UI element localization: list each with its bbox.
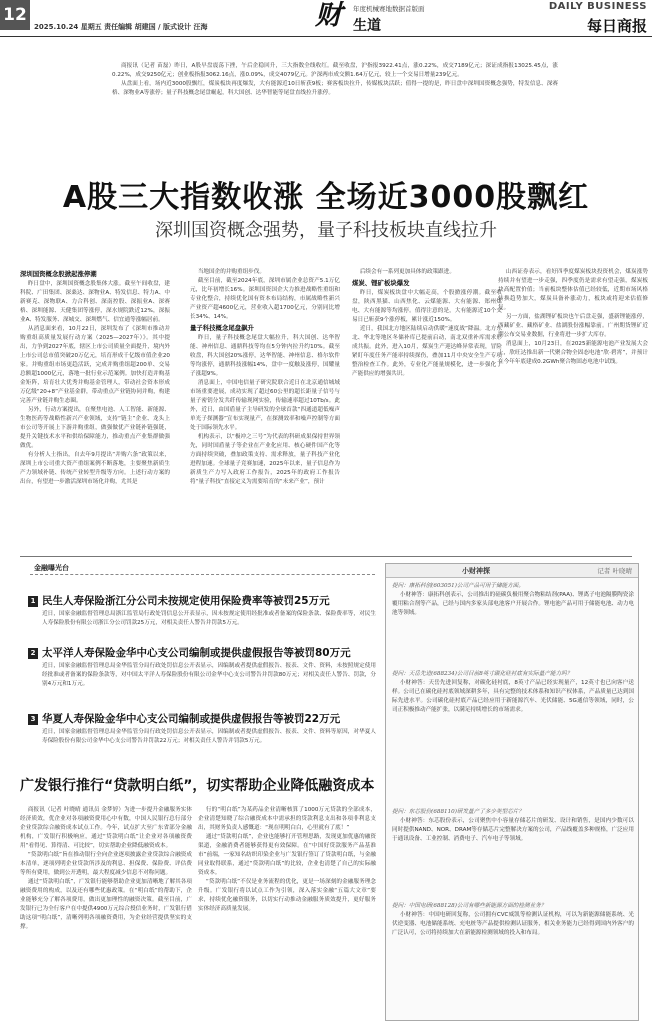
sidebar-credit: 记者 叶晓晴 (597, 567, 632, 575)
article-column-1 (20, 268, 170, 551)
section-heading: 量子科技概念尾盘飙升 (190, 324, 254, 332)
section-divider (20, 556, 632, 557)
paragraph: 行的“明白纸”为某药品企业清晰核算了1000万元贷款的全部成本，企业清楚知晓了综合融资成本中需承担的贷款利息支出和各项非利息支出，其财务负责人感慨道：“现在明明白白，心里就有了底！” (198, 807, 376, 831)
article-column-2 (190, 268, 340, 551)
exposure-item (28, 645, 376, 705)
column-sub: 生道 (353, 18, 381, 34)
sidebar-header (386, 564, 638, 578)
paragraph: 截至目前，截至2024年底，深圳市属企业总资产5.1万亿元，比年初增长16%。深圳国资国企大力推进战略性重组和专业化整合，持续优化国有资本布局结构，市属战略性新兴产业资产超4600亿元，营业收入超1700亿元，分别同比增长34%、14%。 (190, 278, 340, 320)
qa-question: 提问：天岳先进(688234)公司目前8英寸碳化硅衬底有实际量产能力吗？ (392, 671, 573, 677)
paragraph: 昨日，量子科技概念尾盘大幅拉升，科大国创、达华智能、神州信息、通鼎科技等均在5分钟内拉升约10%。截至收盘，科大国创20%涨停，达华智能、神州信息、格尔软件等均涨停，通鼎科技涨幅14%，盘中一度触及涨停，国耀量子涨超9%。 (190, 335, 340, 377)
item-number: 1 (28, 596, 38, 607)
exposure-item (28, 711, 376, 771)
guangfa-column-1 (20, 806, 192, 1020)
qa-item (392, 808, 634, 844)
lead-p2: 从盘面上看，场内近3000股飘红，煤炭板块再度爆发，大有能源近10日斩获9板；赛客板块拉升，传媒板块活跃；值得一提的是，昨日盘中深圳国资概念强势，特发信息、深赛格、深物业A等涨停；量子科技概念尾盘崛起，科大国创、达华智能等尾盘直线拉升涨停。 (112, 81, 558, 96)
page-number: 12 (0, 0, 30, 30)
item-body: 近日，国家金融监督管理总局浙江监管局行政处罚信息公开表显示，因未按规定使用经批准或者备案的保险条款、保险费率等，对民生人寿保险股份有限公司浙江分公司罚款25万元，对相关责任人警告并罚款5万元。 (42, 611, 376, 626)
column-char: 财 (315, 0, 342, 31)
section-heading: 煤炭、锂矿板块爆发 (352, 279, 410, 287)
qa-item (392, 582, 634, 618)
paragraph: 机构表示，以“极冲之三号”为代表的科研成果保持世界领先，同时国盾量子等企业在产业化应用、核心硬件国产化等方面持续突破，叠加政策支持、需求释放，量子科技产业化进程加速。全球量子竞赛加速，2025年以来，量子信息作为新质生产力写入政府工作报告，2025年的政府工作报告将“量子科技”直接定义为需要培育的“未来产业”，预计 (190, 434, 340, 485)
header-rule (0, 36, 652, 37)
qa-item (392, 902, 634, 938)
date-line: 2025.10.24 星期五 责任编辑 胡建国 / 版式设计 汪海 (34, 23, 208, 31)
qa-answer: 小财神答：康拓科创表示，公司推出的硅碳负极用聚合物粘结剂(PAA)、锂离子电池隔膜陶瓷涂覆用粘合剂等产品，已经与国内多家头部电池客户开展合作。锂电池产品可用于储能电池、动力电池等领域。 (392, 592, 634, 616)
qa-question: 提问：中国电研(688128)公司有哪些新能源方面的检测业务？ (392, 903, 547, 909)
paragraph: 山西证券表示，看好四季度煤炭板块投资机会，煤炭涨势持续并有望进一步走强，四季度仍是需求有望走强，煤炭板块高配置价值；当前板块整体估值已经较低，近期市场风格转换趋势加大，煤炭具备补涨动力，板块或将迎来估值修复。 (498, 269, 648, 311)
paragraph: 近日，我国北方地区陆续启动供暖“速度战”降温。北方东北、华北等地区冬储补库已提前启动，南北双重补库需求形成共振。此外，进入10月，煤炭生产迎达峰异常表现，冒险紧盯年度任务产能率持续探伤，叠加11月中央安全生产专项整治检查工作。此外，专业化产能量规模化，进一步强化了产能供应的增强共识。 (352, 326, 502, 377)
guangfa-column-2 (198, 806, 376, 1020)
paragraph: 有分析人士指出，自去年9月提出“并购六条”政策以来，深圳上市公司重大资产重组案例不断落地，主要聚焦新质生产力领域补链、传统产业转型升级等方向。上述行动方案的出台，有望进一步激活深圳市场化并购，尤其是 (20, 452, 170, 485)
column-name (315, 0, 455, 34)
paragraph: “贷款明白纸”旨在推动银行全向企业逐项披露企业贷款综合融资成本清单，逐项列明企业贷款所涉及的利息、担保费、保险费、评估费等所有费用，做到公开透明，最大程度减少信息不对称问题。 (20, 852, 192, 876)
qa-question: 提问：康拓科创(603051)公司产品可用于储能方面。 (392, 583, 524, 589)
item-number: 2 (28, 648, 38, 659)
article-column-3 (352, 268, 502, 551)
paragraph: 消息面上，10月23日，在2025新能源电池产业发展大会上，欣旺达推出新一代聚合物全固态电池“欣·碧霄”，并预计在今年年底建成0.2GWh聚合物固态电池中试线。 (498, 341, 648, 365)
item-body: 近日，国家金融监督管理总局金华监管分局行政处罚信息公开表显示，因编制或者提供虚假报告、报表、文件、资料等原因，对华夏人寿保险股份有限公司金华中心支公司警告并罚款22万元；对相关责任人警告并罚款5万元。 (42, 729, 376, 744)
qa-answer: 小财神答：天岳先进回复称，对碳化硅衬底，8英寸产品已经实现量产，12英寸也已向客户送样。公司已在碳化硅衬底领域深耕多年，具有完整的技术体系和知识产权体系，产品质量已达到国际先进水平。公司碳化硅衬底产品已经应用于新能源汽车、光伏储能、5G通信等领域，同时，公司正积极推动产能扩张，以满足持续增长的市场需求。 (392, 680, 634, 713)
paragraph: 昨日，煤炭板块盘中大幅走高，个股掀涨停潮。截至收盘，陕西黑猫、山西焦化、云煤能源、大有能源、郑州煤电、大有能源等均涨停。值得注意的是，大有能源近10个交易日已斩获9个涨停板，累计涨近150%。 (352, 290, 502, 323)
sidebar-title: 小财神探 (462, 567, 490, 575)
paragraph: 昨日盘中，深圳国资概念股集体大涨。截至午间收盘，建科院、广田集团、深桑达、深物业A、特发信息、特力A、中新赛克、深物联A、力合科创、深南控股、深振业A、深赛格、深圳能源、天健集团等涨停，深水规院跌近12%，深振业A、特发服务、深城交、深圳燃气、信宜通等涨幅居前。 (20, 281, 170, 323)
paragraph: “贷款明白纸”不仅是业务流程的优化，更是一场深刻的金融服务理念升级。广发银行将以试点工作为引领，深入落实金融“五篇大文章”要求，持续优化融资服务，以切实行动推动金融服务质效提升，更好服务实体经济高质量发展。 (198, 879, 376, 912)
paragraph: 另外，行动方案提出，在聚焦电池、人工智能、新能源、生物医药等战略性新兴产业领域，支持“链主”企业、龙头上市公司等开展上下游并购重组，做强做优产业链补链强链，提升关键技术水平和供给保障能力，推动重点产业集群做强做优。 (20, 407, 170, 449)
qa-answer: 小财神答：中国电研回复称，公司拥有CVC威凯等检测认证机构，可以为新能源储能系统、光伏逆变器、电池储能系统、充电桩等产品提供检测认证服务，相关业务能力已经得到国内外客户的广泛认可，公司将持续加大在新能源检测领域的投入和布局。 (392, 912, 634, 936)
finance-exposure-header (30, 563, 375, 575)
lead-p1: 商报讯（记者 苗磊）昨日，A股早盘震荡下挫，午后企稳回升，三大指数全线收红。截至收盘，沪指报3922.41点，涨0.22%，成交7189亿元；深证成指报13025.45点，涨0.22%，成交9250亿元；创业板指报3062.16点，涨0.09%，成交4079亿元。沪深两市成交额1.64万亿元，较上一个交易日增量239亿元。 (112, 63, 558, 78)
paragraph: 通过“贷款明白纸”，企业也能够打开管理思路，发现更加优惠的融资渠道，金融消费者能够获得更有效保障。在“中国好贷款服务产品基准市”前端，一家知名纺织印染企业与广发银行签订了贷款明白纸，与金融同业取得联系，通过“贷款明白纸”的比较，企业也清楚了自己的实际融资成本。 (198, 834, 376, 876)
paragraph: 消息面上，中国电信量子研究院联合近日在北京通信城域市场重要进展，成功实现了超过60公里的超长距量子信号与量子密钥分发共纤传输现网实验，传输速率超过10Tb/s。此外，近日，由国盾量子主导研发的全球首款“四通道超低噪声单光子探测器”宣布实现量产，在探测效率和噪声控制等方面处于国际领先水平。 (190, 380, 340, 431)
qa-answer: 小财神答：东芯股份表示，公司聚焦中小容量存储芯片的研发、设计和销售，是国内少数可以同时提供NAND、NOR、DRAM等存储芯片完整解决方案的公司，产品线覆盖多种规格，广泛应用于通讯设备、工业控制、消费电子、汽车电子等领域。 (392, 818, 634, 842)
paragraph: 当地国企的并购重组步伐。 (197, 269, 265, 275)
guangfa-headline: 广发银行推行“贷款明白纸”，切实帮助企业降低融资成本 (20, 778, 375, 794)
headline: A股三大指数收涨 全场近3000股飘红 (62, 180, 590, 215)
paragraph: 另一方面，盐湖锂矿板块也午后盘走强，盛新锂能涨停，西藏矿业、藏格矿业、盐湖股份涨幅靠前。广州期货锂矿近期公布交易业数据，行业将进一步扩大库存。 (498, 314, 648, 338)
lead-paragraph (112, 62, 558, 98)
item-title: 民生人寿保险浙江分公司未按规定使用保险费率等被罚25万元 (42, 595, 330, 607)
section-heading: 深圳国资概念股掀起涨停潮 (20, 270, 97, 278)
qa-sidebar (385, 563, 639, 1021)
item-title: 太平洋人寿保险金华中心支公司编制或提供虚假报告等被罚80万元 (42, 647, 351, 659)
paragraph: 通过“贷款明白纸”，广发银行能够帮助企业更加清晰地了解其各项融资费用的构成，以及还有哪些优惠政策。在“明白纸”的帮助下，企业能够充分了解各项费用，做出更加理性的融资决策。截至目前，广发银行已为全行客户在中提供4900万元综合授信业务时，广发银行借助这项“明白纸”，清晰列明各项融资费用，为企业经营提供坚实的支撑。 (20, 879, 192, 930)
qa-question: 提问：东芯股份(688110)研发量产了多少类型芯片？ (392, 809, 524, 815)
item-body: 近日，国家金融监督管理总局金华监管分局行政处罚信息公开表显示，因编制或者提供虚假报告、报表、文件、资料，未按照规定使用经批准或者备案的保险条款等，对中国太平洋人寿保险股份有限公司金华中心支公司警告并罚款80万元；对相关责任人警告、罚款，分别4万元和1万元。 (42, 663, 376, 687)
item-title: 华夏人寿保险金华中心支公司编制或提供虚假报告等被罚22万元 (42, 713, 341, 725)
subheadline: 深圳国资概念强势，量子科技板块直线拉升 (155, 220, 497, 241)
column-slogan: 年度机械赛地数据首版面 (353, 5, 425, 13)
brand-logo: 每日商报 (586, 17, 647, 35)
paragraph: 从消息面来看，10月22日，深圳发布了《深圳市推动并购重组高质量发展行动方案（2025—2027年）》。其中提出，力争到2027年底，辖区上市公司质量全面提升，境内外上市公司总市值突破20万亿元，培育形成千亿级市值企业20家。并购重组市场更趋活跃，完成并购重组超200单、交易总额超1000亿元，落地一批行业示范案例。加快打造并购基金矩阵，培育壮大优秀并购基金管理人，带动社会资本形成万亿级“20+8”产业基金群，带动重点产业链协同并购，构建完善产业链并购生态圈。 (20, 326, 170, 404)
exposure-item (28, 593, 376, 653)
paragraph: 后续会有一系列更加具体的政策跟进。 (359, 269, 455, 275)
article-column-4 (498, 268, 648, 551)
item-number: 3 (28, 714, 38, 725)
finance-exposure-title: 金融曝光台 (34, 563, 74, 573)
qa-item (392, 670, 634, 715)
paragraph: 商报讯（记者 叶晓晴 通讯员 金梦婷）为进一步提升金融服务实体经济质效，优企业对各项融资费用心中有数，中国人民银行总行部分企业贷款综合融资成本试点工作。今年，试点扩大至广东省部分金融机构，广发银行积极响应，通过“贷款明白纸”让企业对各项融资费用“看得见、算得清、可比较”，切实帮助企业降低融资成本。 (20, 807, 192, 849)
brand-en: DAILY BUSINESS (548, 1, 647, 12)
